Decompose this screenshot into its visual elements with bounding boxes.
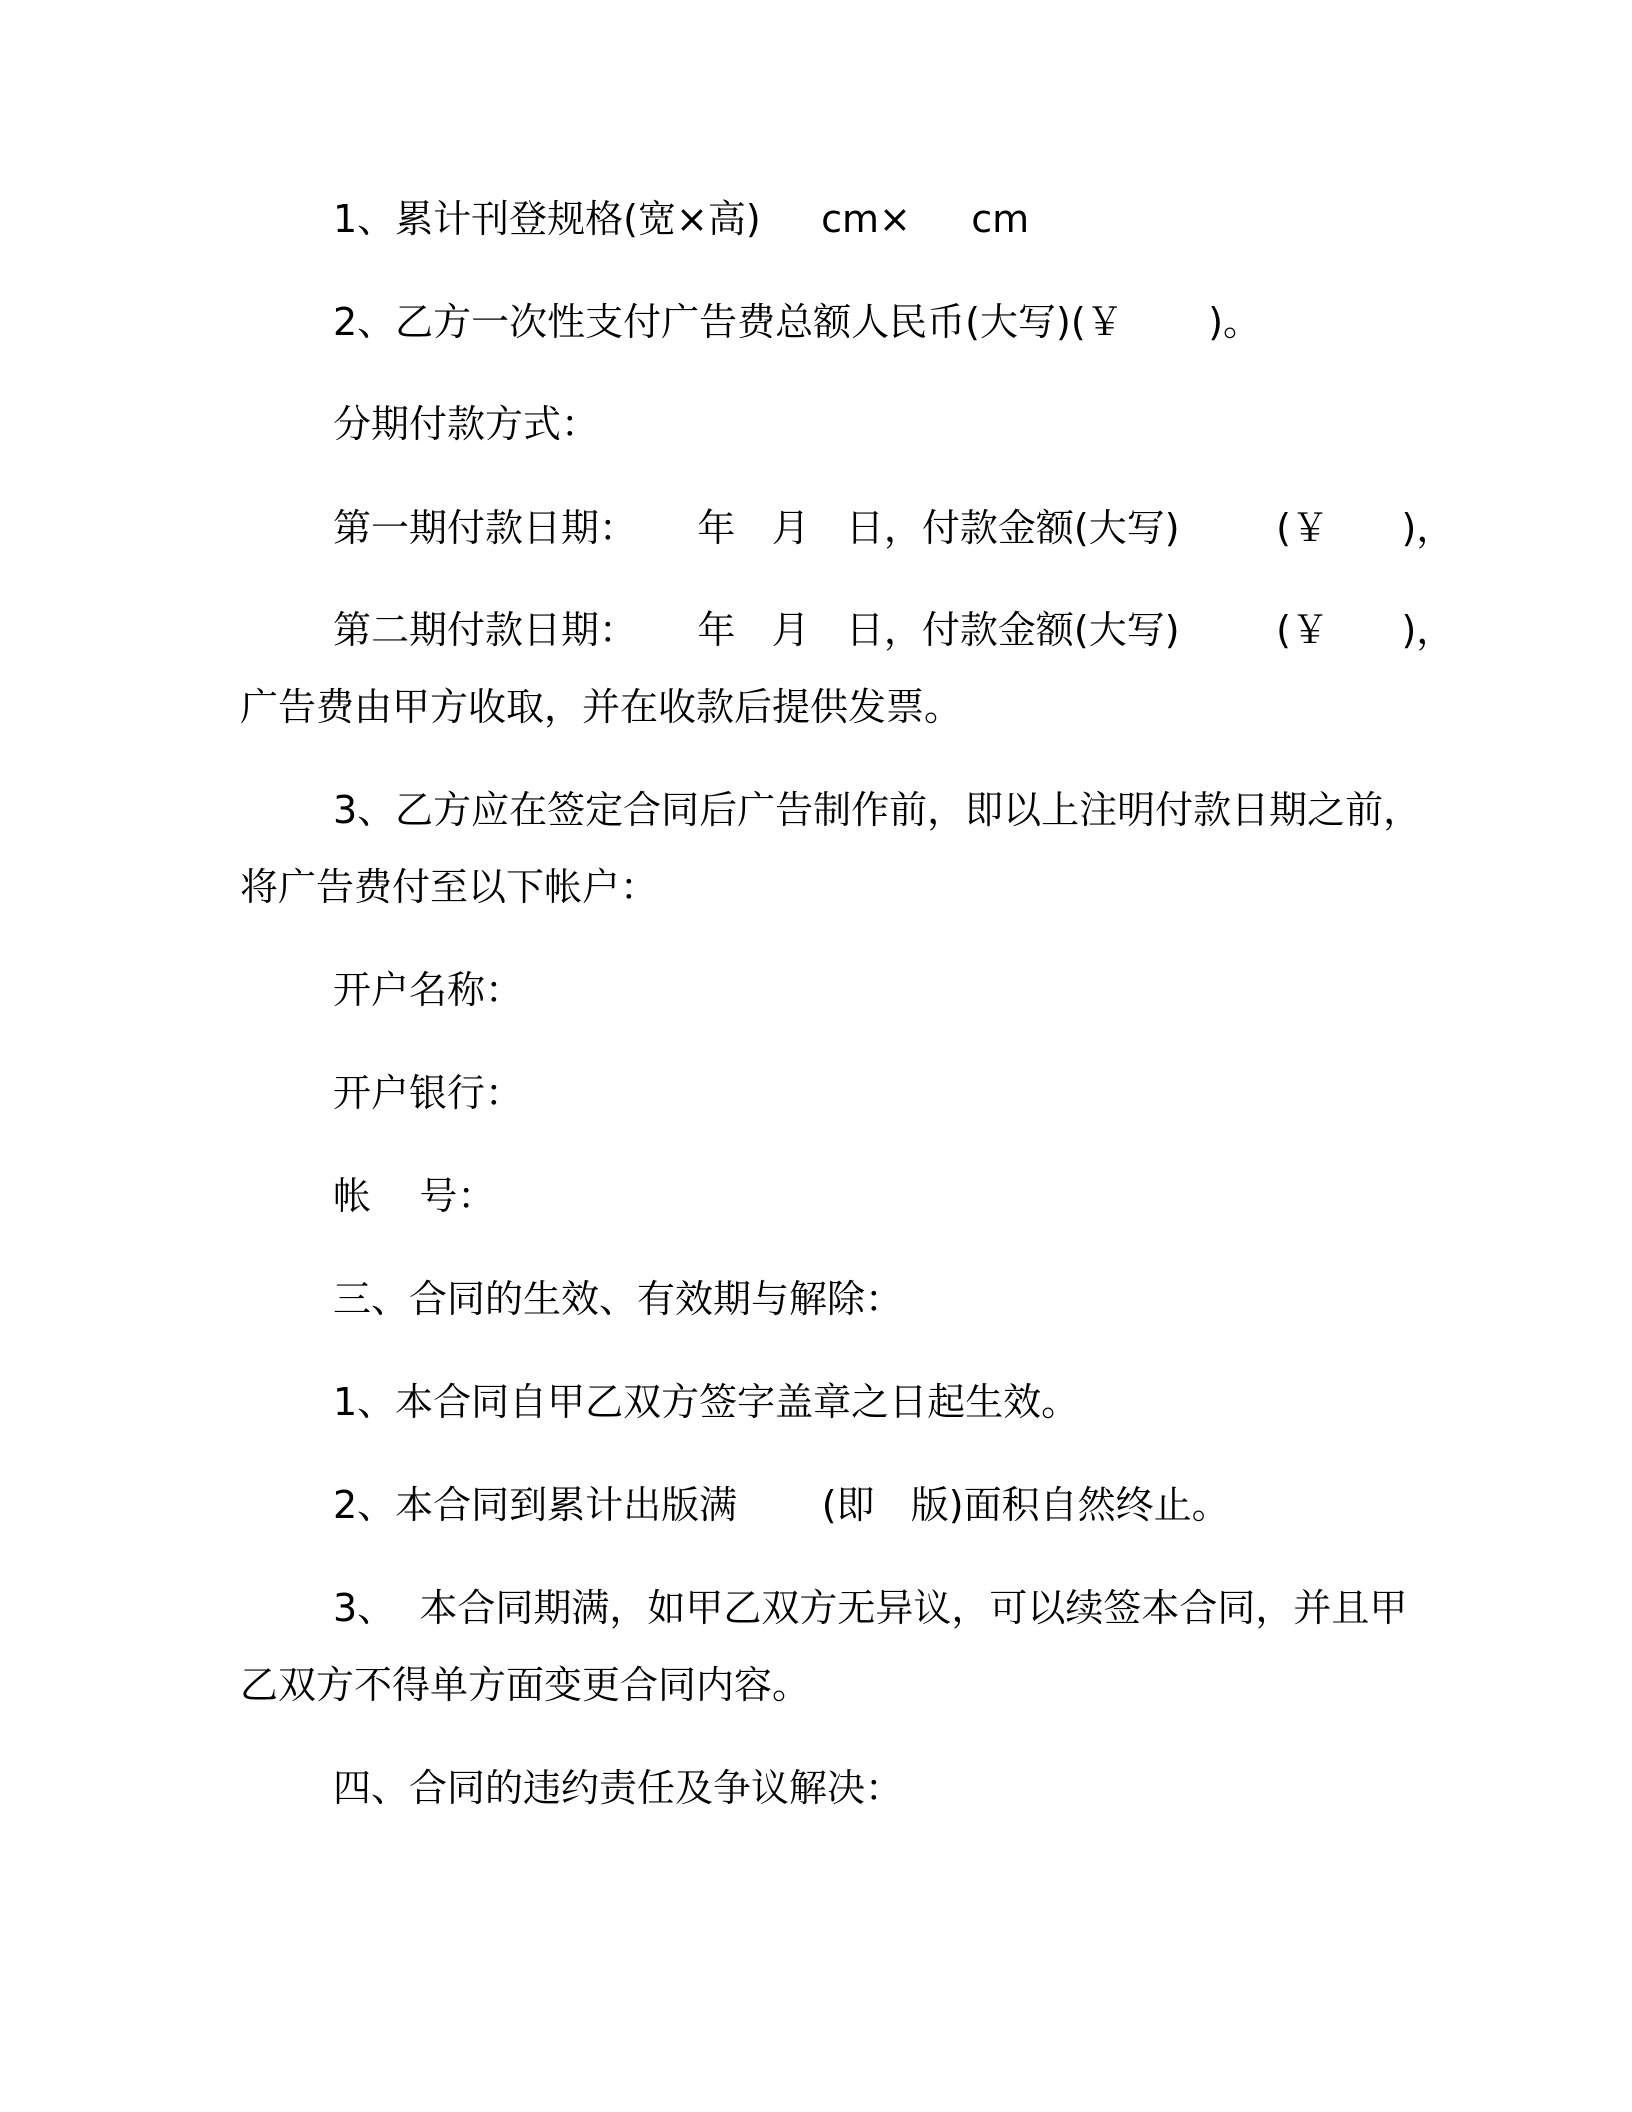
clause-termination: 2、本合同到累计出版满 (即 版)面积自然终止。 xyxy=(333,1483,1230,1527)
clause-total-payment: 2、乙方一次性支付广告费总额人民币(大写)(￥ )。 xyxy=(333,300,1262,344)
clause-effective: 1、本合同自甲乙双方签字盖章之日起生效。 xyxy=(333,1380,1080,1424)
clause-renewal: 3、 本合同期满，如甲乙双方无异议，可以续签本合同，并且甲 xyxy=(333,1586,1408,1630)
account-number-label: 帐 号： xyxy=(333,1174,496,1218)
section-three-heading: 三、合同的生效、有效期与解除： xyxy=(333,1277,904,1321)
clause-payment-account: 3、乙方应在签定合同后广告制作前，即以上注明付款日期之前， xyxy=(333,788,1422,832)
second-installment: 第二期付款日期： 年 月 日，付款金额(大写) (￥ )， xyxy=(333,608,1455,652)
clause-renewal-cont: 乙双方不得单方面变更合同内容。 xyxy=(240,1663,811,1707)
invoice-note: 广告费由甲方收取，并在收款后提供发票。 xyxy=(240,685,963,729)
installment-heading: 分期付款方式： xyxy=(333,402,600,446)
clause-size-spec: 1、累计刊登规格(宽×高) cm× cm xyxy=(333,197,1030,241)
bank-name-label: 开户银行： xyxy=(333,1071,524,1115)
section-four-heading: 四、合同的违约责任及争议解决： xyxy=(333,1766,904,1810)
account-name-label: 开户名称： xyxy=(333,968,524,1012)
first-installment: 第一期付款日期： 年 月 日，付款金额(大写) (￥ )， xyxy=(333,506,1455,550)
clause-payment-account-cont: 将广告费付至以下帐户： xyxy=(240,865,659,909)
